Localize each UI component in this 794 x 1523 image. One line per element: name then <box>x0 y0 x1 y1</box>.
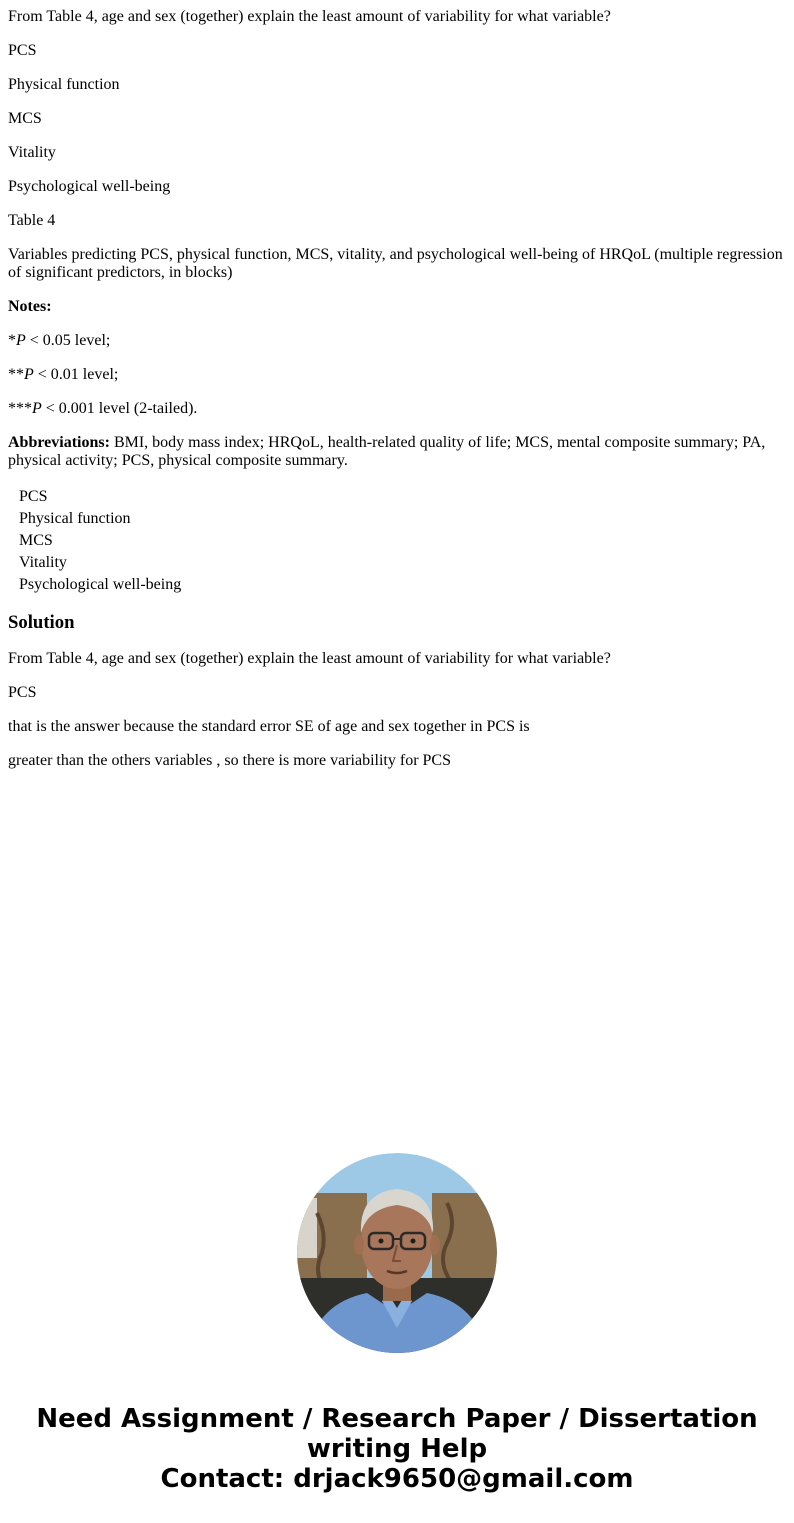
list-item: MCS <box>19 532 53 549</box>
solution-section <box>8 612 788 770</box>
solution-heading: Solution <box>8 612 75 633</box>
avatar <box>297 1153 497 1353</box>
option-5: Psychological well-being <box>8 178 171 195</box>
solution-question: From Table 4, age and sex (together) explain the least amount of variability for what variable? <box>8 650 611 667</box>
question-text: From Table 4, age and sex (together) explain the least amount of variability for what variable? <box>8 8 611 25</box>
list-item: PCS <box>19 488 48 505</box>
document-body <box>8 8 788 786</box>
contact-banner <box>0 1404 794 1494</box>
abbreviations: Abbreviations: BMI, body mass index; HRQoL, health-related quality of life; MCS, mental composite summary; PA, physical activity; PCS, physical composite summary. <box>8 434 766 469</box>
option-4: Vitality <box>8 144 56 161</box>
person-portrait-icon <box>297 1153 497 1353</box>
solution-answer: PCS <box>8 684 37 701</box>
option-3: MCS <box>8 110 42 127</box>
option-2: Physical function <box>8 76 120 93</box>
list-item: Physical function <box>19 510 131 527</box>
solution-explanation-1: that is the answer because the standard error SE of age and sex together in PCS is <box>8 718 530 735</box>
note-2: **P < 0.01 level; <box>8 366 119 383</box>
list-item: Psychological well-being <box>19 576 182 593</box>
cta-line-2: writing Help <box>306 1434 488 1464</box>
solution-explanation-2: greater than the others variables , so there is more variability for PCS <box>8 752 451 769</box>
table-caption: Variables predicting PCS, physical function, MCS, vitality, and psychological well-being of HRQoL (multiple regression of significant predictors, in blocks) <box>8 246 783 281</box>
notes-label: Notes: <box>8 298 52 315</box>
note-3: ***P < 0.001 level (2-tailed). <box>8 400 198 417</box>
note-1: *P < 0.05 level; <box>8 332 111 349</box>
cta-contact: Contact: drjack9650@gmail.com <box>160 1464 634 1494</box>
cta-line-1: Need Assignment / Research Paper / Dissertation <box>36 1404 758 1434</box>
option-1: PCS <box>8 42 37 59</box>
option-list <box>8 486 788 596</box>
list-item: Vitality <box>19 554 67 571</box>
table-label: Table 4 <box>8 212 56 229</box>
